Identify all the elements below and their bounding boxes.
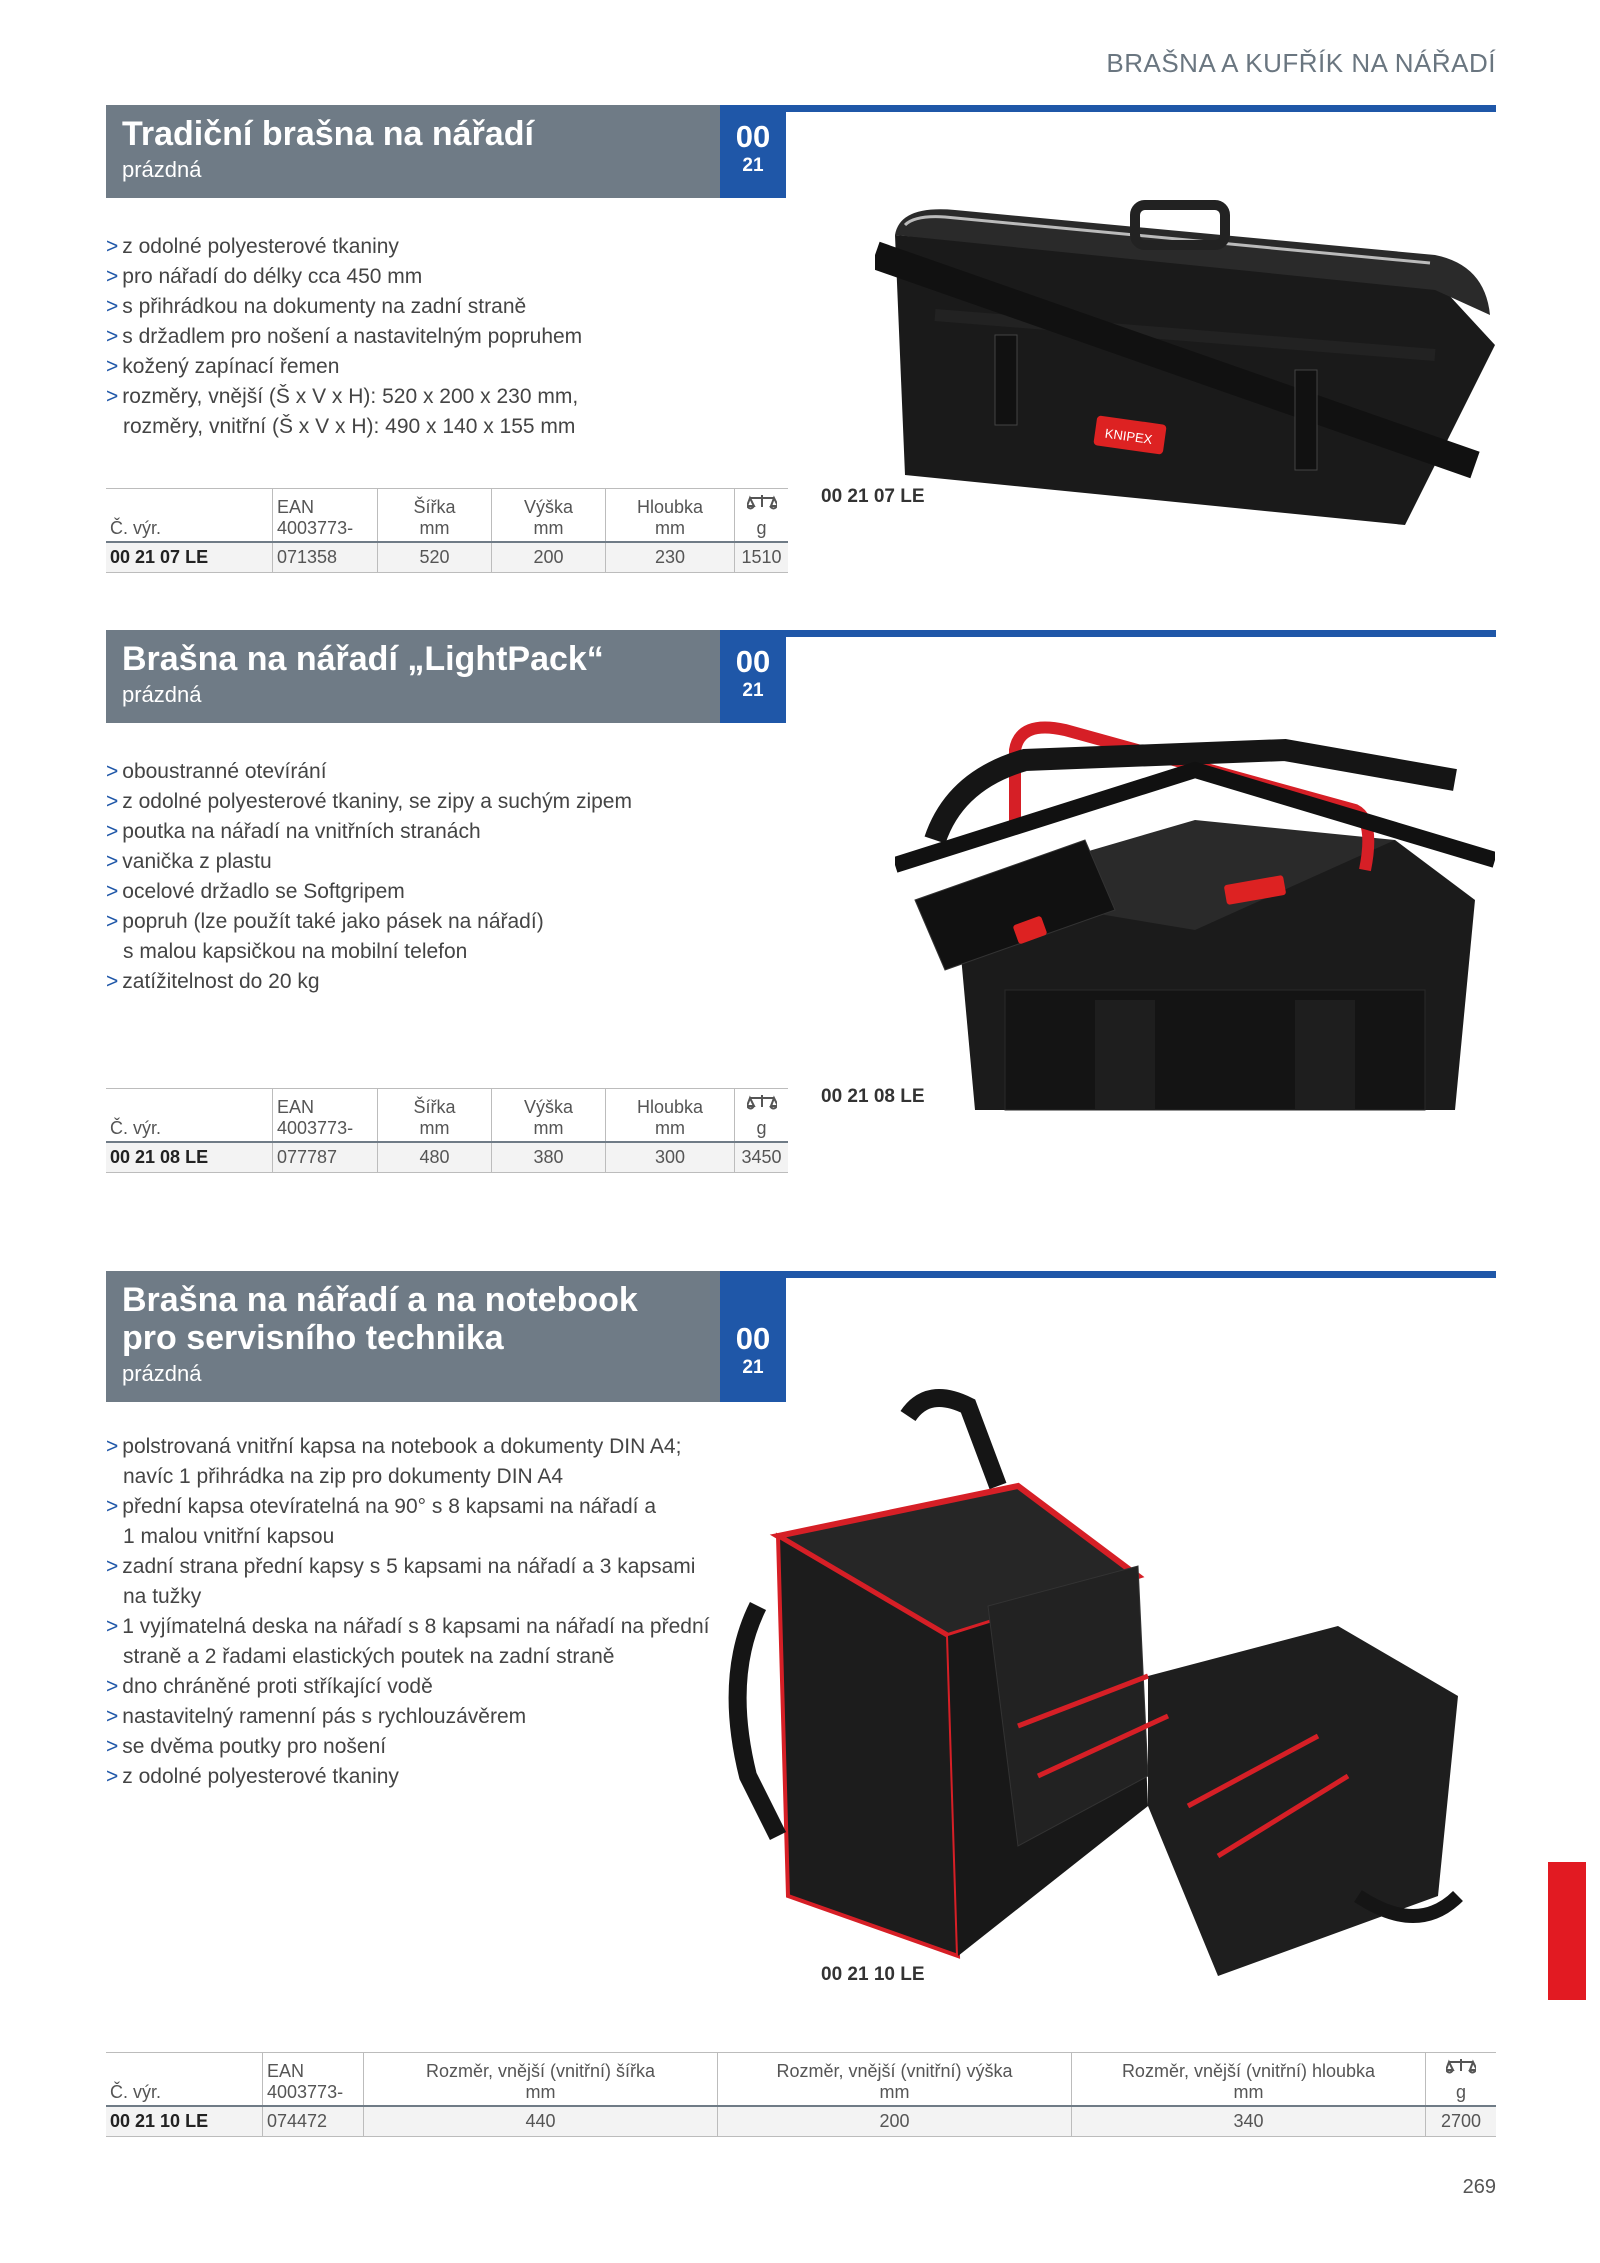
cell-article: 00 21 10 LE xyxy=(106,2106,263,2137)
cell-depth: 300 xyxy=(606,1142,735,1173)
col-header-height: Rozměr, vnější (vnitřní) výška mm xyxy=(718,2053,1072,2107)
cell-weight: 1510 xyxy=(735,542,789,573)
feature-item: > poutka na nářadí na vnitřních stranách xyxy=(106,820,481,843)
feature-item: > se dvěma poutky pro nošení xyxy=(106,1735,387,1758)
feature-item: > kožený zapínací řemen xyxy=(106,355,340,378)
product-photo xyxy=(718,1376,1478,1996)
group-code-major: 00 xyxy=(735,119,771,154)
col-header-article: Č. výr. xyxy=(106,489,273,543)
cell-article: 00 21 07 LE xyxy=(106,542,273,573)
cell-depth: 230 xyxy=(606,542,735,573)
group-code-major: 00 xyxy=(735,1321,771,1356)
feature-item: > z odolné polyesterové tkaniny xyxy=(106,235,399,258)
table-row xyxy=(106,2106,1496,2137)
page-header: BRAŠNA A KUFŘÍK NA NÁŘADÍ xyxy=(1106,48,1496,78)
section-title: Brašna na nářadí a na notebook xyxy=(122,1281,638,1319)
col-header-width: Rozměr, vnější (vnitřní) šířka mm xyxy=(364,2053,718,2107)
cell-width: 440 xyxy=(364,2106,718,2137)
col-header-width: Šířka mm xyxy=(378,1089,492,1143)
feature-item: > rozměry, vnější (Š x V x H): 520 x 200 x 230 mm, rozměry, vnitřní (Š x V x H): 490 x 140 x 155 mm xyxy=(106,385,579,438)
cell-weight: 3450 xyxy=(735,1142,789,1173)
section-subtitle: prázdná xyxy=(122,1361,202,1386)
col-header-weight: g xyxy=(735,1089,789,1143)
col-header-height: Výška mm xyxy=(492,489,606,543)
feature-item: > dno chráněné proti stříkající vodě xyxy=(106,1675,433,1698)
section-title-box xyxy=(106,630,720,723)
feature-item: > pro nářadí do délky cca 450 mm xyxy=(106,265,423,288)
col-header-article: Č. výr. xyxy=(106,1089,273,1143)
cell-weight: 2700 xyxy=(1426,2106,1497,2137)
cell-width: 520 xyxy=(378,542,492,573)
cell-depth: 340 xyxy=(1072,2106,1426,2137)
feature-item: > s držadlem pro nošení a nastavitelným popruhem xyxy=(106,325,583,348)
section-title: Brašna na nářadí „LightPack“ xyxy=(122,640,604,678)
feature-item: > 1 vyjímatelná deska na nářadí s 8 kapsami na nářadí na přední straně a 2 řadami elastických poutek na zadní straně xyxy=(106,1615,710,1668)
col-header-ean: EAN 4003773- xyxy=(273,1089,378,1143)
col-header-height: Výška mm xyxy=(492,1089,606,1143)
feature-item: > oboustranné otevírání xyxy=(106,760,327,783)
col-header-depth: Hloubka mm xyxy=(606,489,735,543)
product-photo xyxy=(875,195,1505,535)
image-label: 00 21 10 LE xyxy=(821,1964,925,1985)
cell-height: 200 xyxy=(718,2106,1072,2137)
section-title: pro servisního technika xyxy=(122,1319,504,1357)
feature-item: > přední kapsa otevíratelná na 90° s 8 kapsami na nářadí a 1 malou vnitřní kapsou xyxy=(106,1495,657,1548)
section-title-box xyxy=(106,1271,720,1402)
scale-icon xyxy=(1446,2057,1476,2077)
feature-list xyxy=(106,1432,709,1792)
scale-icon xyxy=(747,493,777,513)
cell-ean: 077787 xyxy=(273,1142,378,1173)
cell-height: 380 xyxy=(492,1142,606,1173)
feature-item: > popruh (lze použít také jako pásek na nářadí) s malou kapsičkou na mobilní telefon xyxy=(106,910,544,963)
chapter-tab xyxy=(1548,1862,1586,2000)
table-row xyxy=(106,1142,788,1173)
col-header-depth: Rozměr, vnější (vnitřní) hloubka mm xyxy=(1072,2053,1426,2107)
scale-icon xyxy=(747,1093,777,1113)
cell-ean: 071358 xyxy=(273,542,378,573)
feature-item: > z odolné polyesterové tkaniny, se zipy a suchým zipem xyxy=(106,790,632,813)
feature-item: > z odolné polyesterové tkaniny xyxy=(106,1765,399,1788)
cell-width: 480 xyxy=(378,1142,492,1173)
section-rule xyxy=(784,105,1496,112)
feature-item: > ocelové držadlo se Softgripem xyxy=(106,880,405,903)
spec-table xyxy=(106,2052,1496,2137)
spec-table xyxy=(106,1088,788,1173)
feature-list xyxy=(106,757,632,997)
table-row xyxy=(106,542,788,573)
feature-list xyxy=(106,232,582,442)
feature-item: > zadní strana přední kapsy s 5 kapsami na nářadí a 3 kapsami na tužky xyxy=(106,1555,696,1608)
group-code-minor: 21 xyxy=(742,680,764,701)
col-header-ean: EAN 4003773- xyxy=(263,2053,364,2107)
group-code-major: 00 xyxy=(735,644,771,679)
col-header-article: Č. výr. xyxy=(106,2053,263,2107)
product-photo xyxy=(895,690,1495,1130)
col-header-ean: EAN 4003773- xyxy=(273,489,378,543)
group-code-minor: 21 xyxy=(742,155,764,176)
product-group-code xyxy=(720,105,786,198)
image-label: 00 21 07 LE xyxy=(821,486,925,507)
cell-height: 200 xyxy=(492,542,606,573)
svg-text:KNIPEX: KNIPEX xyxy=(1103,425,1154,448)
section-rule xyxy=(784,1271,1496,1278)
feature-item: > polstrovaná vnitřní kapsa na notebook a dokumenty DIN A4; navíc 1 přihrádka na zip pro dokumenty DIN A4 xyxy=(106,1435,682,1488)
image-label: 00 21 08 LE xyxy=(821,1086,925,1107)
page-number: 269 xyxy=(1462,2176,1496,2198)
feature-item: > vanička z plastu xyxy=(106,850,272,873)
section-title-box xyxy=(106,105,720,198)
col-header-depth: Hloubka mm xyxy=(606,1089,735,1143)
product-group-code xyxy=(720,630,786,723)
feature-item: > nastavitelný ramenní pás s rychlouzávěrem xyxy=(106,1705,527,1728)
section-title: Tradiční brašna na nářadí xyxy=(122,115,534,153)
group-code-minor: 21 xyxy=(742,1357,764,1378)
cell-article: 00 21 08 LE xyxy=(106,1142,273,1173)
section-subtitle: prázdná xyxy=(122,157,202,182)
col-header-weight: g xyxy=(1426,2053,1497,2107)
section-subtitle: prázdná xyxy=(122,682,202,707)
col-header-width: Šířka mm xyxy=(378,489,492,543)
feature-item: > s přihrádkou na dokumenty na zadní straně xyxy=(106,295,527,318)
spec-table xyxy=(106,488,788,573)
feature-item: > zatížitelnost do 20 kg xyxy=(106,970,320,993)
section-rule xyxy=(784,630,1496,637)
col-header-weight: g xyxy=(735,489,789,543)
cell-ean: 074472 xyxy=(263,2106,364,2137)
